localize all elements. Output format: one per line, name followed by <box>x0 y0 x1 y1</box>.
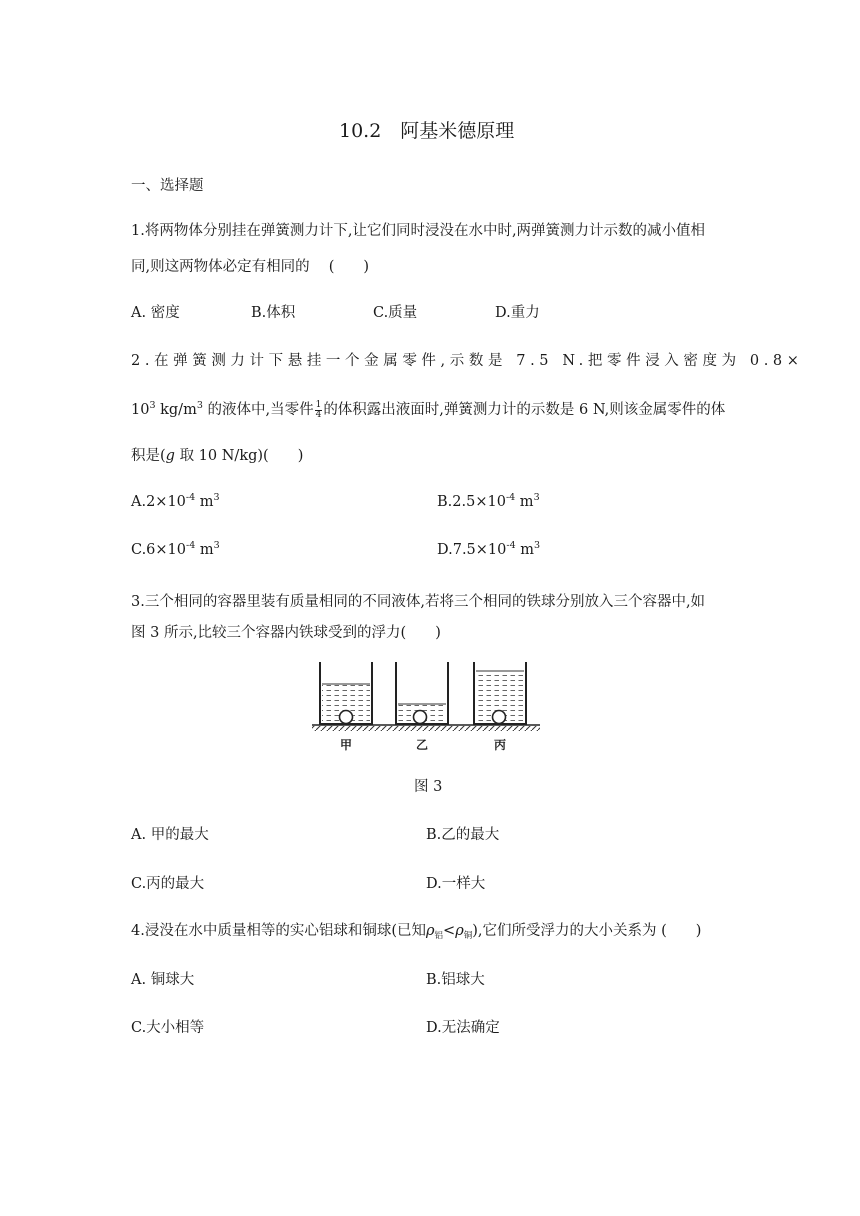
question-2-line-2: $10^3$ $kg/m^3$ 的液体中,当零件 $\frac{1}{4}$ 的体积露出液面时,弹簧测力计的示数是 6 N,则该金属零件的体 <box>131 399 726 420</box>
q2-option-d: $D.7.5\times 10^{-4}$ $m^3$ <box>437 540 541 558</box>
q3-option-b: B.乙的最大 <box>426 827 500 843</box>
q1-option-d: D.重力 <box>495 305 540 321</box>
q1-option-b: B.体积 <box>251 305 296 321</box>
question-2-line-1: 2.在弹簧测力计下悬挂一个金属零件,示数是 7.5 N.把零件浸入密度为 0.8× <box>131 353 804 369</box>
q4-option-b: B.铝球大 <box>426 972 485 988</box>
fraction-one-quarter: $\frac{1}{4}$ <box>315 399 322 420</box>
iron-ball-yi <box>414 711 427 724</box>
question-4-line-1: 4.浸没在水中质量相等的实心铝球和铜球(已知$\rho_铝<\rho_铜$),它们所受浮力的大小关系为 ( ) <box>131 923 702 941</box>
section-heading: 一、选择题 <box>131 178 204 194</box>
q1-option-c: C.质量 <box>373 305 418 321</box>
iron-ball-bing <box>493 711 506 724</box>
figure-three-containers <box>310 658 546 756</box>
ground-hatch <box>312 726 540 731</box>
question-3-line-2: 图 3 所示,比较三个容器内铁球受到的浮力( ) <box>131 625 441 641</box>
q4-option-a: A. 铜球大 <box>131 972 195 988</box>
label-bing: 丙 <box>493 738 507 752</box>
container-yi <box>396 662 448 724</box>
question-2-line-3: 积是(g 取 10 N/kg)( ) <box>131 448 304 464</box>
container-jia <box>320 662 372 724</box>
question-1-line-1: 1.将两物体分别挂在弹簧测力计下,让它们同时浸没在水中时,两弹簧测力计示数的减小值相 <box>131 223 706 239</box>
container-bing <box>474 662 526 724</box>
q1-option-a: A. 密度 <box>131 305 180 321</box>
q4-option-c: C.大小相等 <box>131 1020 205 1036</box>
label-jia: 甲 <box>339 738 353 752</box>
q2-option-b: $B.2.5\times 10^{-4}$ $m^3$ <box>437 492 540 510</box>
q2-option-c: $C.6\times 10^{-4}$ $m^3$ <box>131 540 220 558</box>
q4-option-d: D.无法确定 <box>426 1020 500 1036</box>
figure-caption: 图 3 <box>414 779 443 795</box>
q3-option-c: C.丙的最大 <box>131 876 205 892</box>
question-1-line-2: 同,则这两物体必定有相同的 ( ) <box>131 259 370 275</box>
q3-option-a: A. 甲的最大 <box>131 827 209 843</box>
page-title: 10.2 阿基米德原理 <box>339 120 515 142</box>
q3-option-d: D.一样大 <box>426 876 486 892</box>
question-3-line-1: 3.三个相同的容器里装有质量相同的不同液体,若将三个相同的铁球分别放入三个容器中,如 <box>131 594 706 610</box>
q2-option-a: $A.2\times 10^{-4}$ $m^3$ <box>131 492 220 510</box>
iron-ball-jia <box>340 711 353 724</box>
label-yi: 乙 <box>415 738 429 752</box>
